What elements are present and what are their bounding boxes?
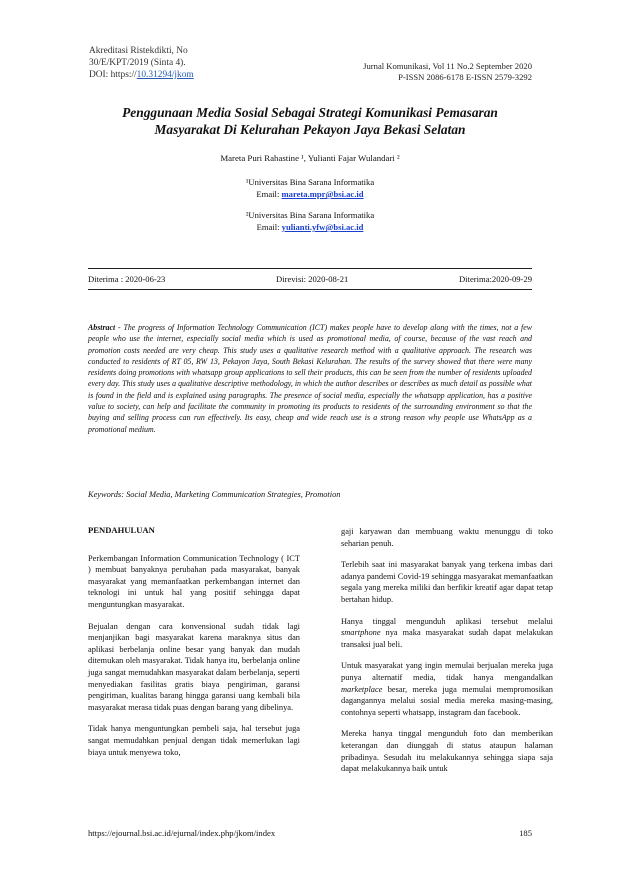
dates-top-rule <box>88 268 532 269</box>
journal-volume: Jurnal Komunikasi, Vol 11 No.2 September 2020 <box>363 61 532 71</box>
text-run: Untuk masyarakat yang ingin memulai berjualan mereka juga punya alternatif media, tidak hanya mengandalkan <box>341 661 553 682</box>
dates-row <box>88 274 532 284</box>
doi-line <box>89 69 194 81</box>
accreditation-number: 30/E/KPT/2019 (Sinta 4). <box>89 58 186 68</box>
paragraph: Terlebih saat ini masyarakat banyak yang terkena imbas dari adanya pandemi Covid-19 sehingga masyarakat memanfaatkan segala yang mereka miliki dan berfikir kreatif agar dapat tetap bertahan hidup. <box>341 560 553 604</box>
doi-prefix: DOI: https:// <box>89 70 137 80</box>
text-run: nya maka masyarakat sudah dapat melakukan transaksi jual beli. <box>341 628 553 649</box>
italic-term: marketplace <box>341 684 383 694</box>
paragraph <box>341 616 553 651</box>
abstract-label: Abstract <box>88 323 116 332</box>
email-label: Email: <box>256 222 282 232</box>
paragraph: gaji karyawan dan membuang waktu menunggu di toko seharian penuh. <box>341 527 553 548</box>
authors: Mareta Puri Rahastine ¹, Yulianti Fajar Wulandari ² <box>220 153 400 163</box>
left-column <box>88 525 300 768</box>
journal-info <box>363 61 532 83</box>
paper-title <box>88 104 532 138</box>
affiliation-name: ²Universitas Bina Sarana Informatika <box>245 210 375 220</box>
dates-bottom-rule <box>88 289 532 290</box>
email-link[interactable]: yulianti.yfw@bsi.ac.id <box>281 222 364 232</box>
text-run: besar, mereka juga memulai mempromosikan dagangannya melalui sosial media mereka masing-masing, contohnya seperti whatsapp, instagram dan facebook. <box>341 684 553 717</box>
paragraph: Mereka hanya tinggal mengunduh foto dan memberikan keterangan dan diunggah di status ataupun halaman pribadinya. Sesudah itu melakukannya sehingga siapa saja dapat melakukannya baik untuk <box>341 729 553 774</box>
abstract <box>88 322 532 435</box>
italic-term: smartphone <box>341 628 381 638</box>
affiliation-email-line <box>88 188 532 200</box>
affiliation-2 <box>88 209 532 233</box>
affiliation-1 <box>88 176 532 200</box>
footer-url: https://ejournal.bsi.ac.id/ejurnal/index.php/jkom/index <box>88 828 276 838</box>
doi-link[interactable]: 10.31294/jkom <box>136 70 194 80</box>
accreditation-block <box>89 45 194 81</box>
page-footer <box>88 828 532 838</box>
email-label: Email: <box>256 189 282 199</box>
issn-line: P-ISSN 2086-6178 E-ISSN 2579-3292 <box>398 72 532 82</box>
text-run: Hanya tinggal mengunduh aplikasi tersebut melalui <box>341 616 553 626</box>
title-line-1: Penggunaan Media Sosial Sebagai Strategi Komunikasi Pemasaran <box>122 105 498 120</box>
affiliation-name: ¹Universitas Bina Sarana Informatika <box>245 177 375 187</box>
paragraph: Bejualan dengan cara konvensional sudah tidak lagi menjanjikan bagi masyarakat karena maraknya situs dan aplikasi berbelanja online besar yang banyak dan mudah ditemukan oleh masyarakat. Tidak hanya itu, berbelanja online juga sangat memudahkan masyarakat dalam berbelanja, seperti menyediakan fasilitas gratis biaya pengiriman, garansi pengiriman, kualitas barang hingga garansi uang kembali bila masyarakat merasa tidak puas dengan barang yang dibelinya. <box>88 621 300 712</box>
paragraph: Tidak hanya menguntungkan pembeli saja, hal tersebut juga sangat memudahkan penjual dengan tidak memerlukan lagi biaya untuk menyewa toko, <box>88 724 300 757</box>
title-line-2: Masyarakat Di Kelurahan Pekayon Jaya Bekasi Selatan <box>154 122 466 137</box>
accreditation-line: Akreditasi Ristekdikti, No <box>89 46 188 56</box>
date-received: Diterima : 2020-06-23 <box>88 274 166 284</box>
section-heading: PENDAHULUAN <box>88 525 155 535</box>
keywords: Keywords: Social Media, Marketing Communication Strategies, Promotion <box>88 490 341 499</box>
email-link[interactable]: mareta.mpr@bsi.ac.id <box>281 189 364 199</box>
date-revised: Direvisi: 2020-08-21 <box>275 274 349 284</box>
abstract-text: - The progress of Information Technology Communication (ICT) makes people have to develop along with the times, not a few people who use the internet, especially social media which is used as promotional media, of course, because of the vast reach and promotion costs needed are very cheap. This study uses a qualitative research method with a qualitative approach. The research was conducted to residents of RT 05, RW 13, Pekayon Jaya, South Bekasi Kelurahan. The results of the survey showed that there were many residents doing promotions with whatsapp group applications to sell their products, this can be seen from the number of residents uploaded every day. This study uses a qualitative descriptive methodology, in which the author describes or describes as much detail as possible what is found in the field and is explained using paragraphs. The presence of social media, especially the whatsapp application, has a positive value to society, can help and facilitate the community in promoting its products to residents of the surrounding environment so that the buying and selling process can run effectively. Its easy, cheap and wide reach use is a strong reason why people use WhatsApp as a promotional medium. <box>88 323 532 434</box>
right-column <box>341 526 553 785</box>
paragraph: Perkembangan Information Communication Technology ( ICT ) membuat banyaknya perubahan pada masyarakat, banyak masyarakat yang memanfaatkan perkembangan internet dan teknologi ini untuk hal yang positif sehingga dapat menguntungkan masyarakat. <box>88 553 300 609</box>
paragraph <box>341 660 553 718</box>
page-number: 185 <box>519 828 532 838</box>
date-accepted: Diterima:2020-09-29 <box>458 274 532 284</box>
affiliation-email-line <box>88 221 532 233</box>
